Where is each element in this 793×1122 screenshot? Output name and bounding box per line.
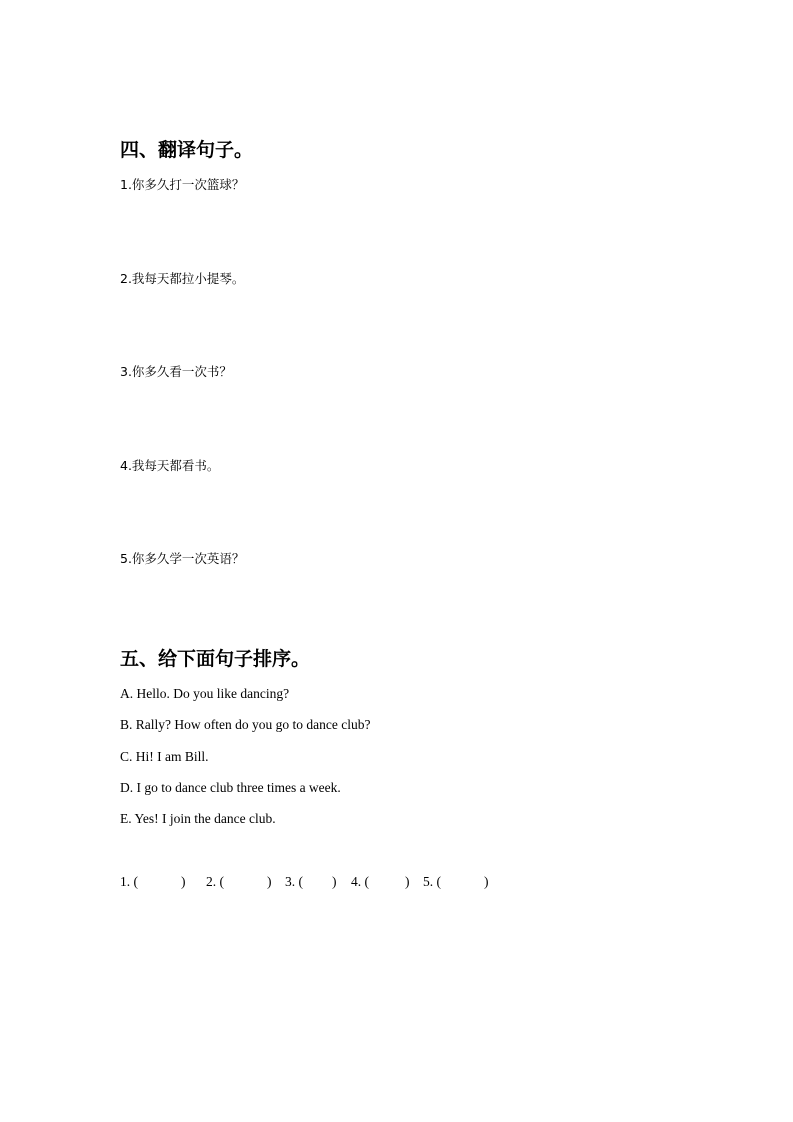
translate-item-4: 4.我每天都看书。 [120, 458, 220, 473]
answer-2-close: ) [267, 874, 272, 889]
order-sentence-c: C. Hi! I am Bill. [120, 749, 209, 764]
answer-1-close: ) [181, 874, 186, 889]
translate-item-3: 3.你多久看一次书？ [120, 364, 232, 379]
section-4-title: 四、翻译句子。 [120, 139, 254, 161]
answer-5-close: ) [484, 874, 489, 889]
order-sentence-a: A. Hello. Do you like dancing? [120, 686, 290, 701]
order-sentence-e: E. Yes! I join the dance club. [120, 811, 276, 826]
translate-item-2: 2.我每天都拉小提琴。 [120, 271, 245, 286]
section-5-title: 五、给下面句子排序。 [120, 648, 311, 670]
answer-3-open: 3. ( [285, 874, 303, 889]
translate-item-1: 1.你多久打一次篮球？ [120, 177, 245, 192]
answer-4-close: ) [405, 874, 410, 889]
answer-4-open: 4. ( [351, 874, 369, 889]
order-sentence-d: D. I go to dance club three times a week. [120, 780, 341, 795]
answer-1-open: 1. ( [120, 874, 138, 889]
answer-5-open: 5. ( [423, 874, 441, 889]
translate-item-5: 5.你多久学一次英语？ [120, 551, 245, 566]
answer-3-close: ) [332, 874, 337, 889]
order-sentence-b: B. Rally? How often do you go to dance club? [120, 717, 371, 732]
answer-2-open: 2. ( [206, 874, 224, 889]
